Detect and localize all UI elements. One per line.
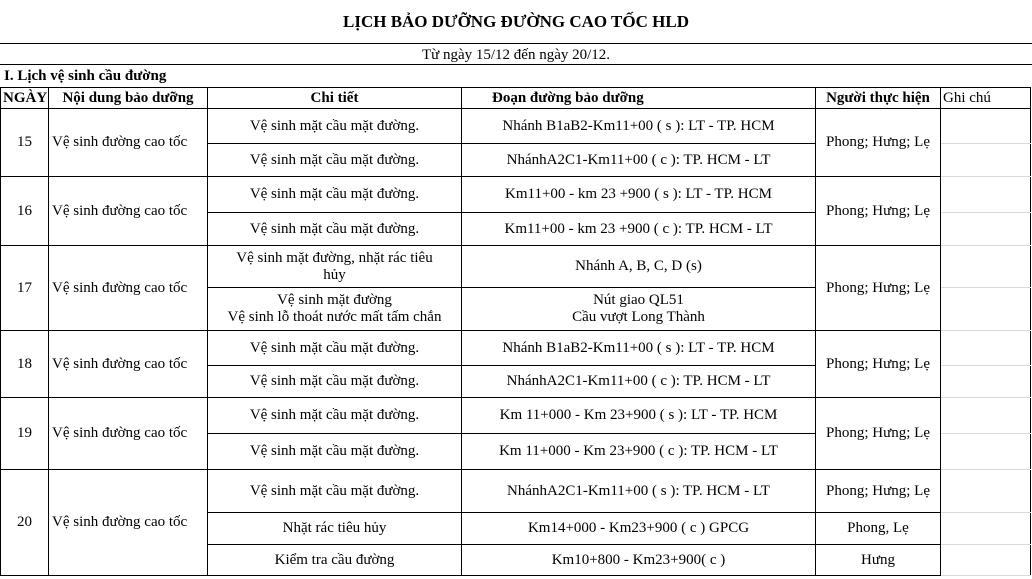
day-cell: 15	[1, 109, 49, 177]
header-content: Nội dung bảo dưỡng	[49, 88, 208, 109]
content-cell: Vệ sinh đường cao tốc	[49, 177, 208, 246]
detail-cell: Vệ sinh mặt cầu mặt đường.	[208, 331, 462, 366]
detail-cell: Vệ sinh mặt cầu mặt đường.	[208, 144, 462, 177]
segment-cell: Nhánh B1aB2-Km11+00 ( s ): LT - TP. HCM	[462, 331, 816, 366]
notes-cell	[941, 144, 1031, 177]
notes-cell	[941, 331, 1031, 366]
detail-cell: Vệ sinh mặt cầu mặt đường.	[208, 434, 462, 470]
notes-cell	[941, 398, 1031, 434]
notes-cell	[941, 213, 1031, 246]
segment-cell: Km10+800 - Km23+900( c )	[462, 545, 816, 576]
day-cell: 16	[1, 177, 49, 246]
content-cell: Vệ sinh đường cao tốc	[49, 109, 208, 177]
header-notes: Ghi chú	[941, 88, 1031, 109]
person-cell: Phong, Lẹ	[816, 513, 941, 545]
day-cell: 20	[1, 470, 49, 576]
page-title: LỊCH BẢO DƯỠNG ĐƯỜNG CAO TỐC HLD	[342, 12, 689, 31]
segment-cell	[462, 288, 816, 331]
segment-cell: Nhánh B1aB2-Km11+00 ( s ): LT - TP. HCM	[462, 109, 816, 144]
header-detail: Chi tiết	[208, 88, 462, 109]
header-segment: Đoạn đường bảo dưỡng	[462, 88, 816, 109]
detail-line: Vệ sinh lỗ thoát nước mất tấm chắn	[227, 309, 442, 325]
notes-cell	[941, 434, 1031, 470]
segment-cell: NhánhA2C1-Km11+00 ( s ): TP. HCM - LT	[462, 470, 816, 513]
segment-cell: Km11+00 - km 23 +900 ( c ): TP. HCM - LT	[462, 213, 816, 246]
notes-cell	[941, 366, 1031, 398]
table-row	[1, 177, 1031, 213]
date-range: Từ ngày 15/12 đến ngày 20/12.	[0, 43, 1032, 65]
content-cell: Vệ sinh đường cao tốc	[49, 398, 208, 470]
notes-cell	[941, 470, 1031, 513]
segment-cell: Km 11+000 - Km 23+900 ( c ): TP. HCM - LT	[462, 434, 816, 470]
table-row	[1, 246, 1031, 288]
segment-cell: Nhánh A, B, C, D (s)	[462, 246, 816, 288]
table-row	[1, 398, 1031, 434]
person-cell: Phong; Hưng; Lẹ	[816, 246, 941, 331]
detail-cell: Vệ sinh mặt cầu mặt đường.	[208, 366, 462, 398]
notes-cell	[941, 288, 1031, 331]
person-cell: Phong; Hưng; Lẹ	[816, 109, 941, 177]
header-row	[1, 88, 1031, 109]
segment-cell: Km 11+000 - Km 23+900 ( s ): LT - TP. HCM	[462, 398, 816, 434]
person-cell: Phong; Hưng; Lẹ	[816, 470, 941, 513]
segment-cell: Km14+000 - Km23+900 ( c ) GPCG	[462, 513, 816, 545]
table-row	[1, 331, 1031, 366]
segment-line: Nút giao QL51	[593, 292, 684, 308]
notes-cell	[941, 513, 1031, 545]
segment-cell: Km11+00 - km 23 +900 ( s ): LT - TP. HCM	[462, 177, 816, 213]
header-day: NGÀY	[1, 88, 49, 109]
person-cell: Phong; Hưng; Lẹ	[816, 177, 941, 246]
detail-cell: Vệ sinh mặt cầu mặt đường.	[208, 470, 462, 513]
notes-cell	[941, 545, 1031, 576]
detail-cell: Kiểm tra cầu đường	[208, 545, 462, 576]
table-row	[1, 470, 1031, 513]
content-cell: Vệ sinh đường cao tốc	[49, 331, 208, 398]
header-person: Người thực hiện	[816, 88, 941, 109]
detail-line: hủy	[323, 266, 346, 283]
notes-cell	[941, 109, 1031, 144]
day-cell: 19	[1, 398, 49, 470]
day-cell: 18	[1, 331, 49, 398]
schedule-table	[0, 87, 1031, 576]
detail-cell: Vệ sinh mặt cầu mặt đường.	[208, 109, 462, 144]
detail-cell: Vệ sinh mặt cầu mặt đường.	[208, 213, 462, 246]
detail-line: Vệ sinh mặt đường, nhặt rác tiêu	[236, 249, 433, 266]
detail-line: Vệ sinh mặt đường	[277, 292, 392, 308]
content-cell: Vệ sinh đường cao tốc	[49, 470, 208, 576]
detail-cell: Vệ sinh mặt cầu mặt đường.	[208, 398, 462, 434]
segment-cell: NhánhA2C1-Km11+00 ( c ): TP. HCM - LT	[462, 366, 816, 398]
segment-line: Cầu vượt Long Thành	[572, 309, 705, 325]
section-heading: I. Lịch vệ sinh cầu đường	[4, 68, 167, 84]
detail-cell	[208, 246, 462, 288]
person-cell: Phong; Hưng; Lẹ	[816, 331, 941, 398]
notes-cell	[941, 246, 1031, 288]
person-cell: Phong; Hưng; Lẹ	[816, 398, 941, 470]
detail-cell: Vệ sinh mặt cầu mặt đường.	[208, 177, 462, 213]
notes-cell	[941, 177, 1031, 213]
person-cell: Hưng	[816, 545, 941, 576]
detail-cell	[208, 288, 462, 331]
day-cell: 17	[1, 246, 49, 331]
content-cell: Vệ sinh đường cao tốc	[49, 246, 208, 331]
detail-cell: Nhặt rác tiêu hủy	[208, 513, 462, 545]
segment-cell: NhánhA2C1-Km11+00 ( c ): TP. HCM - LT	[462, 144, 816, 177]
table-row	[1, 109, 1031, 144]
